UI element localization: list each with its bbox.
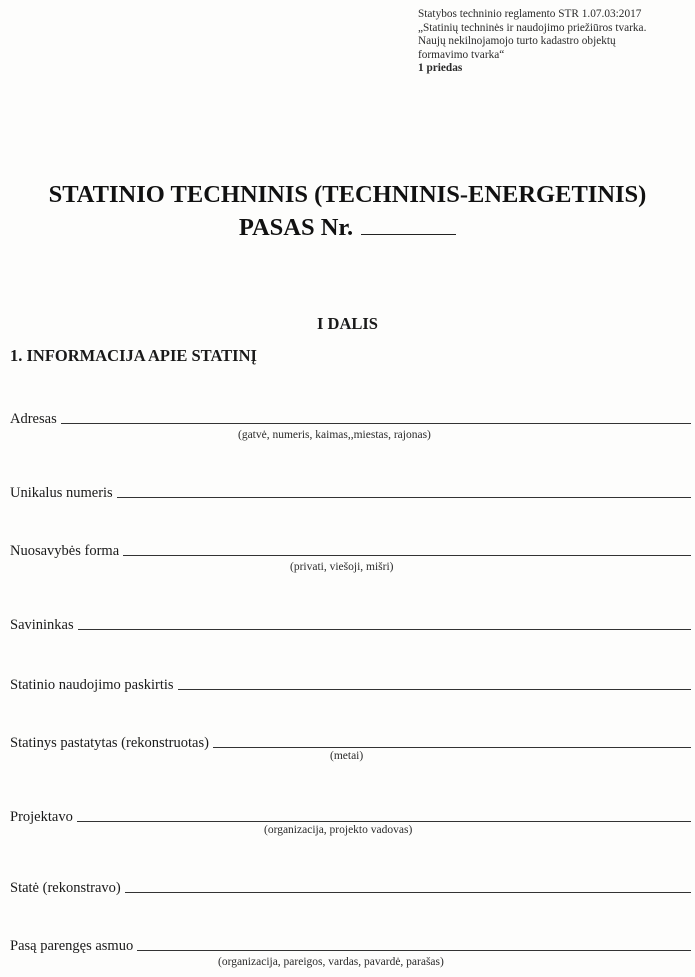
regulation-line-3: Naujų nekilnojamojo turto kadastro objektų (418, 35, 616, 48)
field-label: Statinio naudojimo paskirtis (10, 677, 174, 693)
field-label: Unikalus numeris (10, 485, 113, 501)
regulation-line-1: Statybos techninio reglamento STR 1.07.03:2017 (418, 8, 642, 20)
part-title: I DALIS (317, 314, 378, 333)
passport-number-field[interactable] (361, 212, 456, 235)
fill-line[interactable] (123, 555, 691, 556)
field-prepared-by (10, 935, 691, 955)
passport-number-label: PASAS Nr. (238, 214, 354, 241)
field-builder (10, 877, 691, 897)
field-label: Nuosavybės forma (10, 543, 120, 559)
field-label: Savininkas (10, 617, 74, 633)
fill-line[interactable] (137, 950, 691, 951)
fill-line[interactable] (178, 689, 691, 690)
field-hint: (organizacija, projekto vadovas) (264, 824, 413, 836)
fill-line[interactable] (77, 821, 691, 822)
document-title-line-2 (0, 212, 695, 243)
section-title: 1. INFORMACIJA APIE STATINĮ (10, 346, 257, 365)
field-label: Pasą parengęs asmuo (10, 938, 134, 954)
appendix-label: 1 priedas (418, 62, 463, 75)
regulation-reference (418, 8, 692, 76)
field-hint: (metai) (330, 750, 364, 762)
field-hint: (gatvė, numeris, kaimas,,miestas, rajonas) (238, 429, 431, 441)
fill-line[interactable] (61, 423, 691, 424)
document-title-line-1: STATINIO TECHNINIS (TECHNINIS-ENERGETINIS) (48, 181, 647, 208)
field-construction-year (10, 732, 691, 752)
field-address (10, 408, 691, 428)
fill-line[interactable] (117, 497, 691, 498)
field-label: Adresas (10, 411, 57, 427)
fill-line[interactable] (125, 892, 691, 893)
fill-line[interactable] (213, 747, 691, 748)
field-unique-number (10, 482, 691, 502)
field-label: Projektavo (10, 809, 73, 825)
field-owner (10, 614, 691, 634)
field-building-purpose (10, 674, 691, 694)
regulation-line-4: formavimo tvarka“ (418, 48, 505, 61)
field-label: Statė (rekonstravo) (10, 880, 121, 896)
fill-line[interactable] (78, 629, 691, 630)
field-label: Statinys pastatytas (rekonstruotas) (10, 735, 209, 751)
field-ownership-form (10, 540, 691, 560)
field-designer (10, 806, 691, 826)
field-hint: (organizacija, pareigos, vardas, pavardė, parašas) (218, 956, 444, 968)
field-hint: (privati, viešoji, mišri) (290, 561, 394, 573)
regulation-line-2: „Statinių techninės ir naudojimo priežiūros tvarka. (418, 21, 647, 34)
